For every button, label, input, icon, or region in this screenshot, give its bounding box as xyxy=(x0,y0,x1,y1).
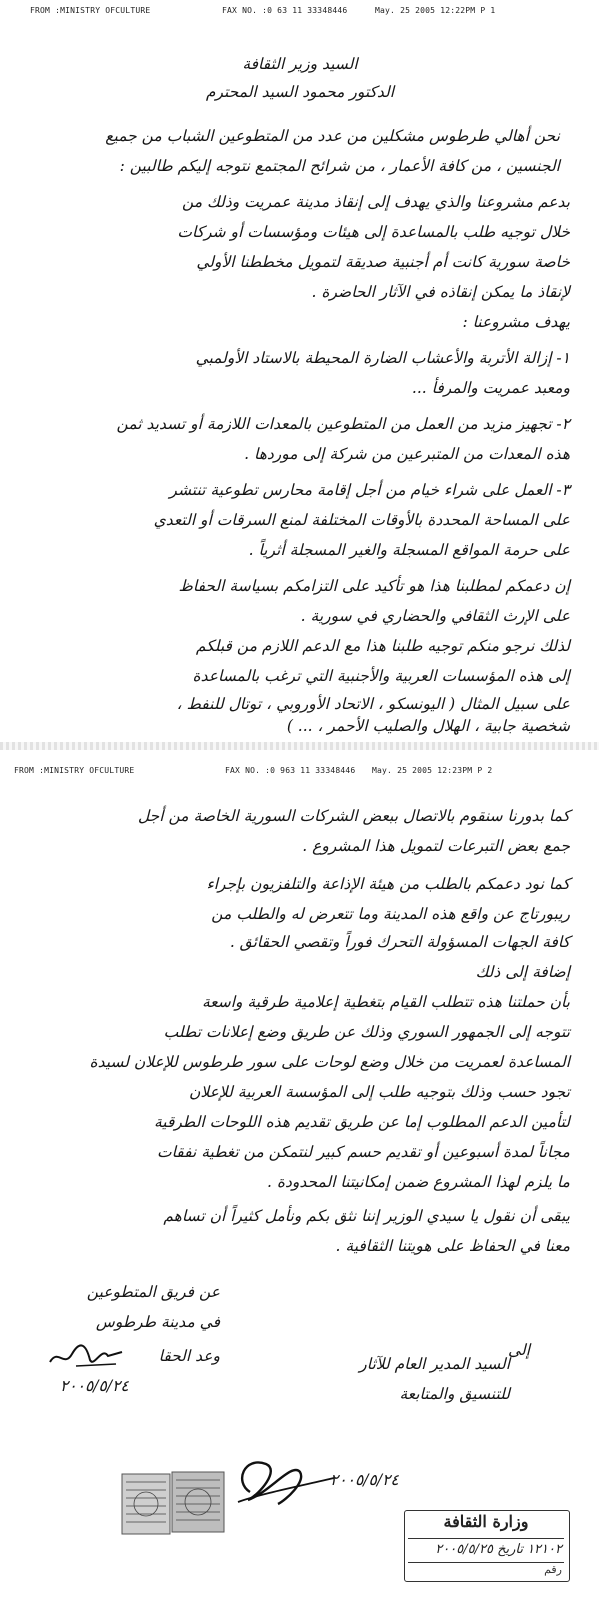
letter-line: مجاناً لمدة أسبوعين أو تقديم حسم كبير لنتمكن من تغطية نفقات xyxy=(156,1143,570,1161)
stamp-divider xyxy=(408,1538,564,1539)
fax-header xyxy=(0,760,599,778)
minister-signature xyxy=(230,1442,340,1512)
letter-line: كما نود دعمكم بالطلب من هيئة الإذاعة والتلفزيون بإجراء xyxy=(206,875,570,893)
letter-line: على سبيل المثال ( اليونسكو ، الاتحاد الأوروبي ، توتال للنفط ، xyxy=(176,695,570,713)
salutation-line: السيد وزير الثقافة xyxy=(242,55,358,73)
fax-from: FROM :MINISTRY OFCULTURE xyxy=(14,766,135,775)
signer-line: عن فريق المتطوعين xyxy=(86,1283,220,1301)
stamp-title: وزارة الثقافة xyxy=(443,1512,529,1531)
letter-line: ١- إزالة الأتربة والأعشاب الضارة المحيطة بالاستاد الأولمبي xyxy=(195,349,570,367)
fax-page-1 xyxy=(0,0,599,735)
letter-line: ٢- تجهيز مزيد من العمل من المتطوعين بالمعدات اللازمة أو تسديد ثمن xyxy=(116,415,570,433)
signer-line: وعد الحقا xyxy=(158,1347,220,1365)
letter-line: نحن أهالي طرطوس مشكلين من عدد من المتطوعين الشباب من جميع xyxy=(105,127,560,145)
sign-date: ٢٠٠٥/٥/٢٤ xyxy=(60,1377,129,1395)
letter-line: لتأمين الدعم المطلوب إما عن طريق تقديم هذه اللوحات الطرقية xyxy=(153,1113,570,1131)
letter-line: ٣- العمل على شراء خيام من أجل إقامة محارس تطوعية تنتشر xyxy=(169,481,570,499)
letter-line: كما بدورنا سنقوم بالاتصال ببعض الشركات السورية الخاصة من أجل xyxy=(137,807,570,825)
signer-line: في مدينة طرطوس xyxy=(95,1313,220,1331)
letter-line: جمع بعض التبرعات لتمويل هذا المشروع . xyxy=(302,837,570,855)
fax-from: FROM :MINISTRY OFCULTURE xyxy=(30,6,151,15)
volunteer-signature xyxy=(46,1338,126,1374)
letter-line: لذلك نرجو منكم توجيه طلبنا هذا مع الدعم اللازم من قبلكم xyxy=(195,637,570,655)
letter-line: على المساحة المحددة بالأوقات المختلفة لمنع السرقات أو التعدي xyxy=(153,511,570,529)
letter-line: يهدف مشروعنا : xyxy=(462,313,570,331)
fax-date: May. 25 2005 12:22PM P 1 xyxy=(375,6,496,15)
page-separator xyxy=(0,742,599,750)
fax-number: FAX NO. :0 63 11 33348446 xyxy=(222,6,348,15)
letter-line: على حرمة المواقع المسجلة والغير المسجلة أثرياً . xyxy=(248,541,570,559)
letter-line: يبقى أن نقول يا سيدي الوزير إننا نثق بكم ونأمل كثيراً أن تساهم xyxy=(163,1207,570,1225)
letter-line: خاصة سورية كانت أم أجنبية صديقة لتمويل مخططنا الأولي xyxy=(196,253,570,271)
stamp-number: ١٢١٠٢ تاريخ ٢٠٠٥/٥/٢٥ xyxy=(435,1542,562,1557)
referral-line: السيد المدير العام للآثار xyxy=(359,1355,510,1373)
letter-line: كافة الجهات المسؤولة التحرك فوراً وتقصي الحقائق . xyxy=(229,933,570,951)
letter-line: هذه المعدات من المتبرعين من شركة إلى موردها . xyxy=(244,445,570,463)
letter-line: معنا في الحفاظ على هويتنا الثقافية . xyxy=(335,1237,570,1255)
letter-line: على الإرث الثقافي والحضاري في سورية . xyxy=(300,607,570,625)
letter-line: بأن حملتنا هذه تتطلب القيام بتغطية إعلامية طرقية واسعة xyxy=(201,993,570,1011)
letter-line: الجنسين ، من كافة الأعمار ، من شرائح المجتمع نتوجه إليكم طالبين : xyxy=(119,157,560,175)
letter-line: لإنقاذ ما يمكن إنقاذه في الآثار الحاضرة . xyxy=(311,283,570,301)
stamp-field: رقم xyxy=(544,1563,562,1576)
letter-line: ما يلزم لهذا المشروع ضمن إمكانيتنا المحدودة . xyxy=(267,1173,570,1191)
minister-date: ٢٠٠٥/٥/٢٤ xyxy=(330,1471,399,1489)
fax-date: May. 25 2005 12:23PM P 2 xyxy=(372,766,493,775)
referral-line: إلى xyxy=(508,1341,530,1359)
fax-header xyxy=(0,0,599,18)
salutation-line: الدكتور محمود السيد المحترم xyxy=(205,83,395,101)
letter-line: ريبورتاج عن واقع هذه المدينة وما تتعرض له والطلب من xyxy=(211,905,570,923)
letter-line: ومعبد عمريت والمرفأ ... xyxy=(411,379,570,397)
letter-line: شخصية جابية ، الهلال والصليب الأحمر ، ... ) xyxy=(286,717,570,735)
letter-line: المساعدة لعمريت من خلال وضع لوحات على سور طرطوس للإعلان لسيدة xyxy=(89,1053,570,1071)
letter-line: تجود حسب وذلك بتوجيه طلب إلى المؤسسة العربية للإعلان xyxy=(189,1083,570,1101)
letter-line: تتوجه إلى الجمهور السوري وذلك عن طريق وضع إعلانات تطلب xyxy=(163,1023,570,1041)
letter-line: إلى هذه المؤسسات العربية والأجنبية التي ترغب بالمساعدة xyxy=(192,667,570,685)
letter-line: إن دعمكم لمطلبنا هذا هو تأكيد على التزامكم بسياسة الحفاظ xyxy=(178,577,570,595)
letter-line: خلال توجيه طلب بالمساعدة إلى هيئات ومؤسسات أو شركات xyxy=(177,223,570,241)
referral-line: للتنسيق والمتابعة xyxy=(399,1385,510,1403)
letter-line: بدعم مشروعنا والذي يهدف إلى إنقاذ مدينة عمريت وذلك من xyxy=(182,193,570,211)
revenue-stamp-icon xyxy=(118,1470,228,1540)
fax-number: FAX NO. :0 963 11 33348446 xyxy=(225,766,356,775)
letter-line: إضافة إلى ذلك xyxy=(475,963,570,981)
